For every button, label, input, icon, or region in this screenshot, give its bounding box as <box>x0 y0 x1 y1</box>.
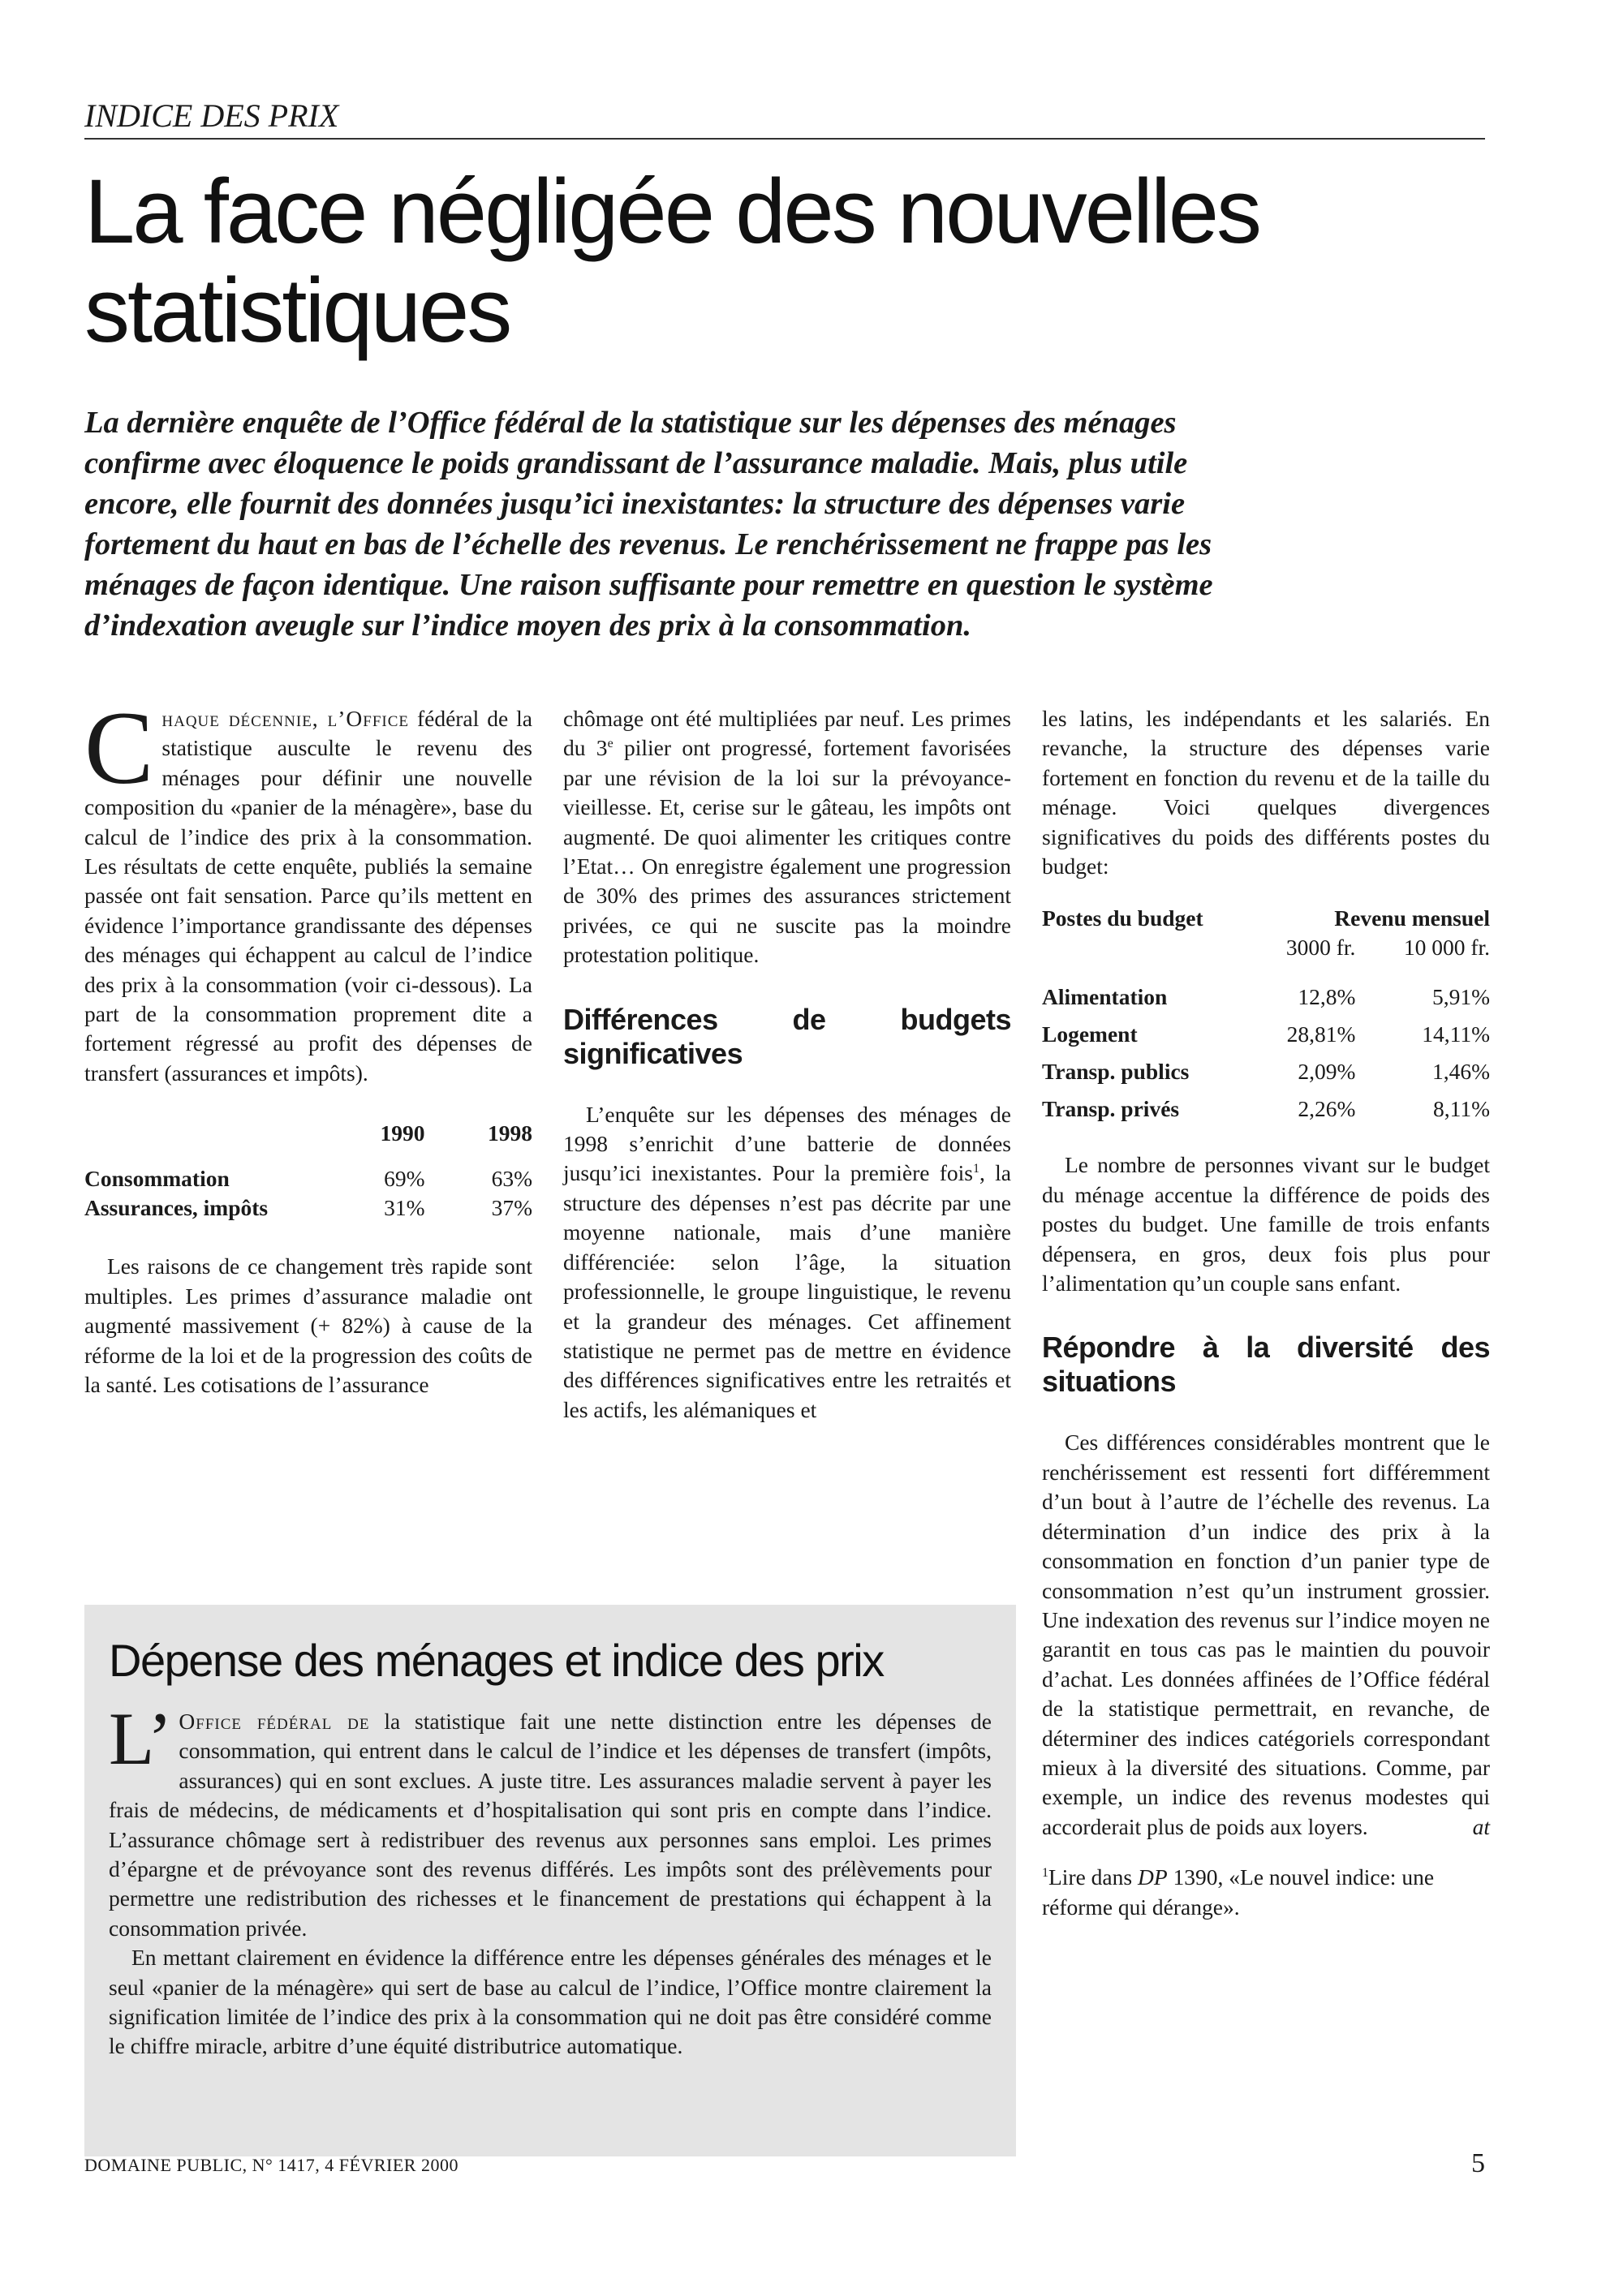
footnote-text: 1390, «Le nouvel indice: une réforme qui dérange». <box>1042 1864 1435 1920</box>
publication-footer: DOMAINE PUBLIC, N° 1417, 4 FÉVRIER 2000 <box>84 2155 458 2175</box>
row-label: Transp. publics <box>1042 1059 1190 1085</box>
box-paragraph <box>109 1697 992 1943</box>
article-title: La face négligée des nouvelles statistiques <box>84 161 1260 361</box>
paragraph-text: , la structure des dépenses n’est pas décrite par une moyenne nationale, mais d’une manière différenciée: selon l’âge, la situation professionnelle, le groupe linguistique, le revenu et la grandeur des ménages. Cet affinement statistique ne permet pas de mettre en évidence des différences significatives entre les retraités et les actifs, les alémaniques et <box>563 1160 1011 1422</box>
paragraph: Le nombre de personnes vivant sur le budget du ménage accentue la différence de poids des postes du budget. Une famille de trois enfants dépensera, en gros, deux fois plus pour l’alimentation qu’un couple sans enfant. <box>1042 1152 1490 1296</box>
cell-10000: 8,11% <box>1432 1096 1490 1122</box>
row-label: Alimentation <box>1042 984 1168 1010</box>
row-label: Transp. privés <box>1042 1096 1180 1122</box>
cell-3000: 2,26% <box>1298 1096 1356 1122</box>
table-row <box>1042 978 1490 1016</box>
cell-10000: 14,11% <box>1422 1021 1490 1047</box>
author-signature: at <box>1472 1813 1490 1839</box>
paragraph-text: pilier ont progressé, fortement favorisées par une révision de la loi sur la prévoyance-vieillesse. Et, cerise sur le gâteau, les impôts ont augmenté. De quoi alimenter les critiques contre l’Etat… On enregistre également une progression de 30% des primes des assurances strictement privées, ce qui ne suscite pas la moindre protestation politique. <box>563 735 1012 968</box>
page-number: 5 <box>1471 2148 1485 2178</box>
superscript: e <box>607 737 613 751</box>
cell-1998: 63% <box>491 1166 532 1192</box>
table-row <box>84 1164 532 1193</box>
subheading: Différences de budgets significatives <box>563 1002 1011 1070</box>
table-header-1998: 1998 <box>488 1120 532 1146</box>
cell-10000: 1,46% <box>1431 1059 1490 1085</box>
cell-1990: 69% <box>384 1166 425 1192</box>
sidebar-box <box>84 1605 1016 2156</box>
paragraph: les latins, les indépendants et les salariés. En revanche, la structure des dépenses varie fortement en fonction du revenu et de la taille du ménage. Voici quelques divergences significatives du poids des différents postes du budget: <box>1042 706 1490 879</box>
paragraph: Les raisons de ce changement très rapide sont multiples. Les primes d’assurance maladie ont augmenté massivement (+ 82%) à cause de la réforme de la loi et de la progression des coûts de la santé. Les cotisations de l’assurance <box>84 1253 532 1397</box>
row-label: Consommation <box>84 1166 230 1192</box>
cell-3000: 2,09% <box>1298 1059 1356 1085</box>
table-row <box>84 1193 532 1223</box>
footnote <box>1042 1863 1490 1922</box>
paragraph <box>563 704 1011 970</box>
small-caps-opening: Office fédéral de <box>179 1709 370 1734</box>
paragraph <box>84 690 532 1088</box>
row-label: Logement <box>1042 1021 1138 1047</box>
subheading: Répondre à la diversité des situations <box>1042 1331 1490 1399</box>
paragraph-text: la statistique fait une nette distinction entre les dépenses de consommation, qui entrent dans le calcul de l’indice et les dépenses de transfert (impôts, assurances) qui en sont exclues. A juste titre. Les assurances maladie servent à payer les frais de médecins, de médicaments et d’hospitalisation qui sont pris en compte dans l’indice. L’assurance chômage sert à redistribuer des revenus aux personnes sans emploi. Les primes d’épargne et de prévoyance sont des revenus différés. Les impôts sont des prélèvements pour permettre une redistribution des richesses et le financement de prestations qui échappent à la consommation privée. <box>109 1709 992 1941</box>
footnote-text: Lire dans <box>1048 1864 1138 1890</box>
box-paragraph: En mettant clairement en évidence la différence entre les dépenses générales des ménages et le seul «panier de la ménagère» qui sert de base au calcul de l’indice, l’Office montre clairement la signification limitée de l’indice des prix à la consommation qui ne doit pas être considéré comme le chiffre miracle, arbitre d’une équité distributrice automatique. <box>109 1945 992 2059</box>
column-1 <box>84 690 532 1400</box>
footnote-number: 1 <box>1042 1866 1048 1880</box>
paragraph-text: L’enquête sur les dépenses des ménages de 1998 s’enrichit d’une batterie de données jusqu’ici inexistantes. Pour la première fois <box>563 1101 1011 1186</box>
subheader-10000: 10 000 fr. <box>1403 935 1490 961</box>
paragraph-text: Ces différences considérables montrent que le renchérissement est ressenti fort différemment d’un bout à l’autre de l’échelle des revenus. La détermination d’un indice des prix à la consommation en fonction d’un panier type de consommation n’est qu’un instrument grossier. Une indexation des revenus sur l’indice moyen ne garantit en tous cas pas le maintien du pouvoir d’achat. Les données affinées de l’Office fédéral de la statistique permettrait, en revanche, de déterminer des indices catégoriels correspondant mieux à la diversité des situations. Comme, par exemple, un indice des revenus modestes qui accorderait plus de poids aux loyers. <box>1042 1430 1490 1839</box>
cell-10000: 5,91% <box>1431 984 1490 1010</box>
column-3 <box>1042 704 1490 1922</box>
table-row <box>1042 1053 1490 1090</box>
table-header-1990: 1990 <box>380 1120 425 1146</box>
paragraph-text: chômage ont été multipliées par neuf. Les primes du 3 <box>563 706 1011 761</box>
footnote-publication: DP <box>1137 1864 1168 1890</box>
table-row <box>1042 1090 1490 1128</box>
section-kicker: INDICE DES PRIX <box>84 96 1485 140</box>
subheader-3000: 3000 fr. <box>1285 935 1356 961</box>
drop-cap: L’ <box>109 1697 173 1780</box>
budget-table <box>1042 904 1490 1128</box>
footnote-ref: 1 <box>973 1162 979 1176</box>
table-header-postes: Postes du budget <box>1042 905 1203 931</box>
cell-1990: 31% <box>384 1195 425 1221</box>
small-caps-opening: haque décennie, l’Office <box>161 706 409 731</box>
table-header-revenu: Revenu mensuel <box>1334 905 1490 931</box>
paragraph <box>1042 1428 1490 1842</box>
paragraph <box>563 1100 1011 1425</box>
paragraph-text: fédéral de la statistique ausculte le revenu des ménages pour définir une nouvelle composition du «panier de la ménagère», base du calcul de l’indice des prix à la consommation. Les résultats de cette enquête, publiés la semaine passée ont fait sensation. Parce qu’ils mettent en évidence l’importance grandissante des dépenses des ménages qui échappent au calcul de l’indice des prix à la consommation (voir ci-dessous). La part de la consommation proprement dite a fortement régressé au profit des dépenses de transfert (assurances et impôts). <box>84 706 532 1086</box>
column-2 <box>563 704 1011 1425</box>
drop-cap: C <box>84 690 154 806</box>
article-lead: La dernière enquête de l’Office fédéral de la statistique sur les dépenses des ménages confirme avec éloquence le poids grandissant de l’assurance maladie. Mais, plus utile encore, elle fournit des données jusqu’ici inexistantes: la structure des dépenses varie fortement du haut en bas de l’échelle des revenus. Le renchérissement ne frappe pas les ménages de façon identique. Une raison suffisante pour remettre en question le système d’indexation aveugle sur l’indice moyen des prix à la consommation. <box>84 406 1213 643</box>
cell-1998: 37% <box>491 1195 532 1221</box>
box-title: Dépense des ménages et indice des prix <box>109 1635 884 1686</box>
row-label: Assurances, impôts <box>84 1195 269 1221</box>
consumption-table <box>84 1119 532 1223</box>
cell-3000: 12,8% <box>1298 984 1356 1010</box>
cell-3000: 28,81% <box>1286 1021 1356 1047</box>
table-row <box>1042 1016 1490 1053</box>
